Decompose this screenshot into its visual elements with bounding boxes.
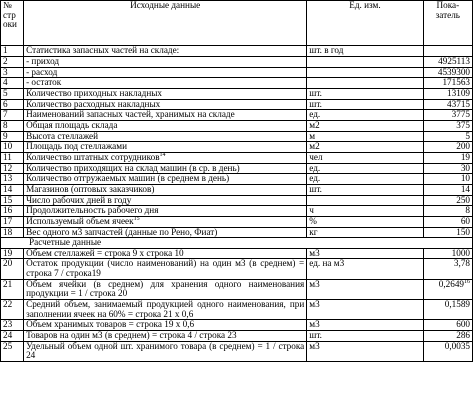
row-number: 2 [1, 57, 24, 68]
row-number: 8 [1, 120, 24, 131]
table-row [1, 248, 473, 259]
row-number: 11 [1, 152, 24, 163]
row-value [423, 46, 472, 57]
row-description [24, 331, 307, 342]
row-unit: ед. [307, 174, 423, 185]
row-unit [307, 195, 423, 206]
row-value-text: 3,78 [453, 258, 470, 269]
row-unit: % [307, 216, 423, 227]
row-unit [307, 57, 423, 68]
table-row [1, 88, 473, 99]
row-description [24, 163, 307, 174]
table-row [1, 195, 473, 206]
row-description [24, 174, 307, 185]
row-value [423, 67, 472, 78]
row-description [24, 341, 307, 361]
row-description [24, 67, 307, 78]
row-unit: кг [307, 227, 423, 238]
row-description [24, 184, 307, 195]
row-unit: м3 [307, 279, 423, 299]
row-value-text: 3775 [451, 109, 470, 120]
table-row [1, 120, 473, 131]
row-value-text: 13109 [447, 87, 470, 98]
row-number: 4 [1, 78, 24, 89]
row-value [423, 195, 472, 206]
row-value [423, 300, 472, 320]
row-description-text: Высота стеллажей [26, 130, 99, 141]
row-number: 6 [1, 99, 24, 110]
row-unit: м3 [307, 341, 423, 361]
row-unit: шт. [307, 184, 423, 195]
table-row [1, 331, 473, 342]
row-description [24, 320, 307, 331]
row-number: 12 [1, 163, 24, 174]
table-row [1, 320, 473, 331]
row-unit: м3 [307, 300, 423, 320]
row-description [24, 131, 307, 142]
row-description-text: Средний объем, занимаемый продукцией одного наименования, при заполнении ячеек на 60% = строка 21 х 0,6 [26, 299, 305, 319]
row-value [423, 341, 472, 361]
row-number: 3 [1, 67, 24, 78]
row-description-text: Число рабочих дней в году [26, 194, 132, 205]
row-number: 23 [1, 320, 24, 331]
row-description [24, 248, 307, 259]
row-number: 7 [1, 110, 24, 121]
row-unit: ед. [307, 110, 423, 121]
row-description-text: Объем стеллажей = строка 9 х строка 10 [26, 247, 184, 258]
row-number: 10 [1, 142, 24, 153]
table-row [1, 152, 473, 163]
row-value-text: 250 [456, 194, 470, 205]
row-value-text: 8 [465, 205, 470, 216]
row-unit: м2 [307, 142, 423, 153]
row-value [423, 120, 472, 131]
row-unit: шт. [307, 88, 423, 99]
table-row [1, 279, 473, 299]
row-description-text: Товаров на один м3 (в среднем) = строка 4 / строка 23 [26, 330, 237, 341]
header-number: № стр оки [1, 1, 24, 46]
row-description [24, 216, 307, 227]
row-number: 13 [1, 174, 24, 185]
row-number: 17 [1, 216, 24, 227]
row-description-text: Вес одного м3 запчастей (данные по Рено, Фиат) [26, 226, 218, 237]
table-row [1, 184, 473, 195]
footnote-marker: 14 [159, 151, 166, 158]
table-row [1, 46, 473, 57]
row-value [423, 142, 472, 153]
row-unit: ч [307, 206, 423, 217]
row-value-text: 286 [456, 330, 470, 341]
row-description [24, 142, 307, 153]
row-unit: м2 [307, 120, 423, 131]
row-description-text: Количество штатных сотрудников [26, 151, 160, 162]
row-value-text: 30 [460, 162, 470, 173]
footnote-marker: 15 [133, 215, 140, 222]
row-value [423, 259, 472, 279]
row-description-text: Статистика запасных частей на складе: [26, 45, 180, 55]
row-description [24, 99, 307, 110]
row-description [24, 88, 307, 99]
row-value [423, 248, 472, 259]
row-value [423, 163, 472, 174]
row-unit: чел [307, 152, 423, 163]
row-description [24, 279, 307, 299]
row-value [423, 206, 472, 217]
row-value-text: 600 [456, 319, 470, 330]
row-description [24, 78, 307, 89]
row-value [423, 78, 472, 89]
table-row [1, 341, 473, 361]
row-number: 20 [1, 259, 24, 279]
section-row [1, 238, 473, 249]
table-row [1, 131, 473, 142]
row-number: 18 [1, 227, 24, 238]
row-unit: шт. [307, 99, 423, 110]
row-value [423, 227, 472, 238]
row-unit: м3 [307, 320, 423, 331]
row-number: 15 [1, 195, 24, 206]
row-description-text: - приход [26, 56, 60, 66]
row-description [24, 57, 307, 68]
row-value [423, 279, 472, 299]
row-number: 14 [1, 184, 24, 195]
row-value [423, 99, 472, 110]
row-value-text: 4539300 [437, 66, 470, 77]
row-number: 19 [1, 248, 24, 259]
row-description-text: - остаток [26, 77, 62, 88]
row-unit: шт. [307, 331, 423, 342]
row-unit: ед. на м3 [307, 259, 423, 279]
row-value-text: 375 [456, 119, 470, 130]
table-row [1, 216, 473, 227]
row-number: 24 [1, 331, 24, 342]
table-row [1, 206, 473, 217]
row-description-text: Наименований запасных частей, хранимых на складе [26, 109, 235, 120]
table-row [1, 67, 473, 78]
row-description-text: Количество приходных накладных [26, 87, 163, 98]
row-value [423, 152, 472, 163]
header-source-data: Исходные данные [24, 1, 307, 46]
row-description [24, 110, 307, 121]
row-value-text: 200 [456, 141, 470, 152]
row-value-text: 60 [460, 215, 470, 226]
row-value-text: 0,0035 [444, 340, 470, 351]
row-value [423, 331, 472, 342]
table-row [1, 78, 473, 89]
row-value [423, 110, 472, 121]
row-description-text: Количество расходных накладных [26, 98, 161, 109]
row-value-text: 14 [460, 183, 470, 194]
row-description-text: Объем ячейки (в среднем) для хранения одного наименования продукции = 1 / строка 20 [26, 278, 305, 299]
row-description-text: Удельный объем одной шт. хранимого товара (в среднем) = 1 / строка 24 [26, 340, 305, 361]
row-description-text: Общая площадь склада [26, 119, 118, 130]
section-label: Расчетные данные [1, 238, 473, 249]
table-row [1, 57, 473, 68]
row-description [24, 152, 307, 163]
row-value [423, 174, 472, 185]
row-description-text: - расход [26, 66, 58, 77]
table-row [1, 110, 473, 121]
header-row [1, 1, 473, 46]
table-row [1, 227, 473, 238]
row-value-text: 4925113 [438, 56, 470, 66]
row-value [423, 131, 472, 142]
row-value-text: 171563 [442, 77, 470, 88]
row-value-text: 5 [465, 130, 470, 141]
row-number: 16 [1, 206, 24, 217]
row-number: 5 [1, 88, 24, 99]
row-number: 1 [1, 46, 24, 57]
row-value [423, 184, 472, 195]
row-description-text: Продолжительность рабочего дня [26, 205, 159, 216]
row-description-text: Количество отгружаемых машин (в среднем в день) [26, 173, 230, 184]
row-value-text: 19 [460, 151, 470, 162]
header-unit: Ед. изм. [307, 1, 423, 46]
row-description [24, 259, 307, 279]
table-row [1, 259, 473, 279]
row-value-text: 10 [460, 173, 470, 184]
row-description [24, 227, 307, 238]
row-value [423, 88, 472, 99]
row-value-text: 0,1589 [444, 299, 470, 310]
table-row [1, 174, 473, 185]
row-unit: ед. [307, 163, 423, 174]
table-row [1, 300, 473, 320]
table-row [1, 99, 473, 110]
row-description [24, 120, 307, 131]
row-unit: шт. в год [307, 46, 423, 57]
row-value [423, 57, 472, 68]
row-value-text: 1000 [451, 247, 470, 258]
row-description [24, 300, 307, 320]
row-value-text: 0,2649 [438, 278, 464, 289]
row-value-text: 43715 [447, 98, 470, 109]
table-row [1, 163, 473, 174]
row-unit: м3 [307, 248, 423, 259]
row-unit [307, 78, 423, 89]
row-value-text: 150 [456, 226, 470, 237]
row-description-text: Магазинов (оптовых заказчиков) [26, 183, 155, 194]
row-description-text: Площадь под стеллажами [26, 141, 127, 152]
row-description-text: Используемый объем ячеек [26, 215, 134, 226]
row-description [24, 195, 307, 206]
row-description-text: Объем хранимых товаров = строка 19 х 0,6 [26, 319, 195, 330]
row-number: 25 [1, 341, 24, 361]
row-number: 9 [1, 131, 24, 142]
row-description-text: Количество приходящих на склад машин (в ср. в день) [26, 162, 240, 173]
row-description [24, 206, 307, 217]
row-number: 21 [1, 279, 24, 299]
header-value: Пока- затель [423, 1, 472, 46]
row-description-text: Остаток продукции (число наименований) на один м3 (в среднем) = строка 7 / строка19 [26, 258, 305, 279]
row-unit [307, 67, 423, 78]
row-value [423, 216, 472, 227]
row-number: 22 [1, 300, 24, 320]
footnote-marker: 16 [464, 278, 470, 285]
row-description [24, 46, 307, 57]
table-row [1, 142, 473, 153]
row-unit: м [307, 131, 423, 142]
row-value [423, 320, 472, 331]
